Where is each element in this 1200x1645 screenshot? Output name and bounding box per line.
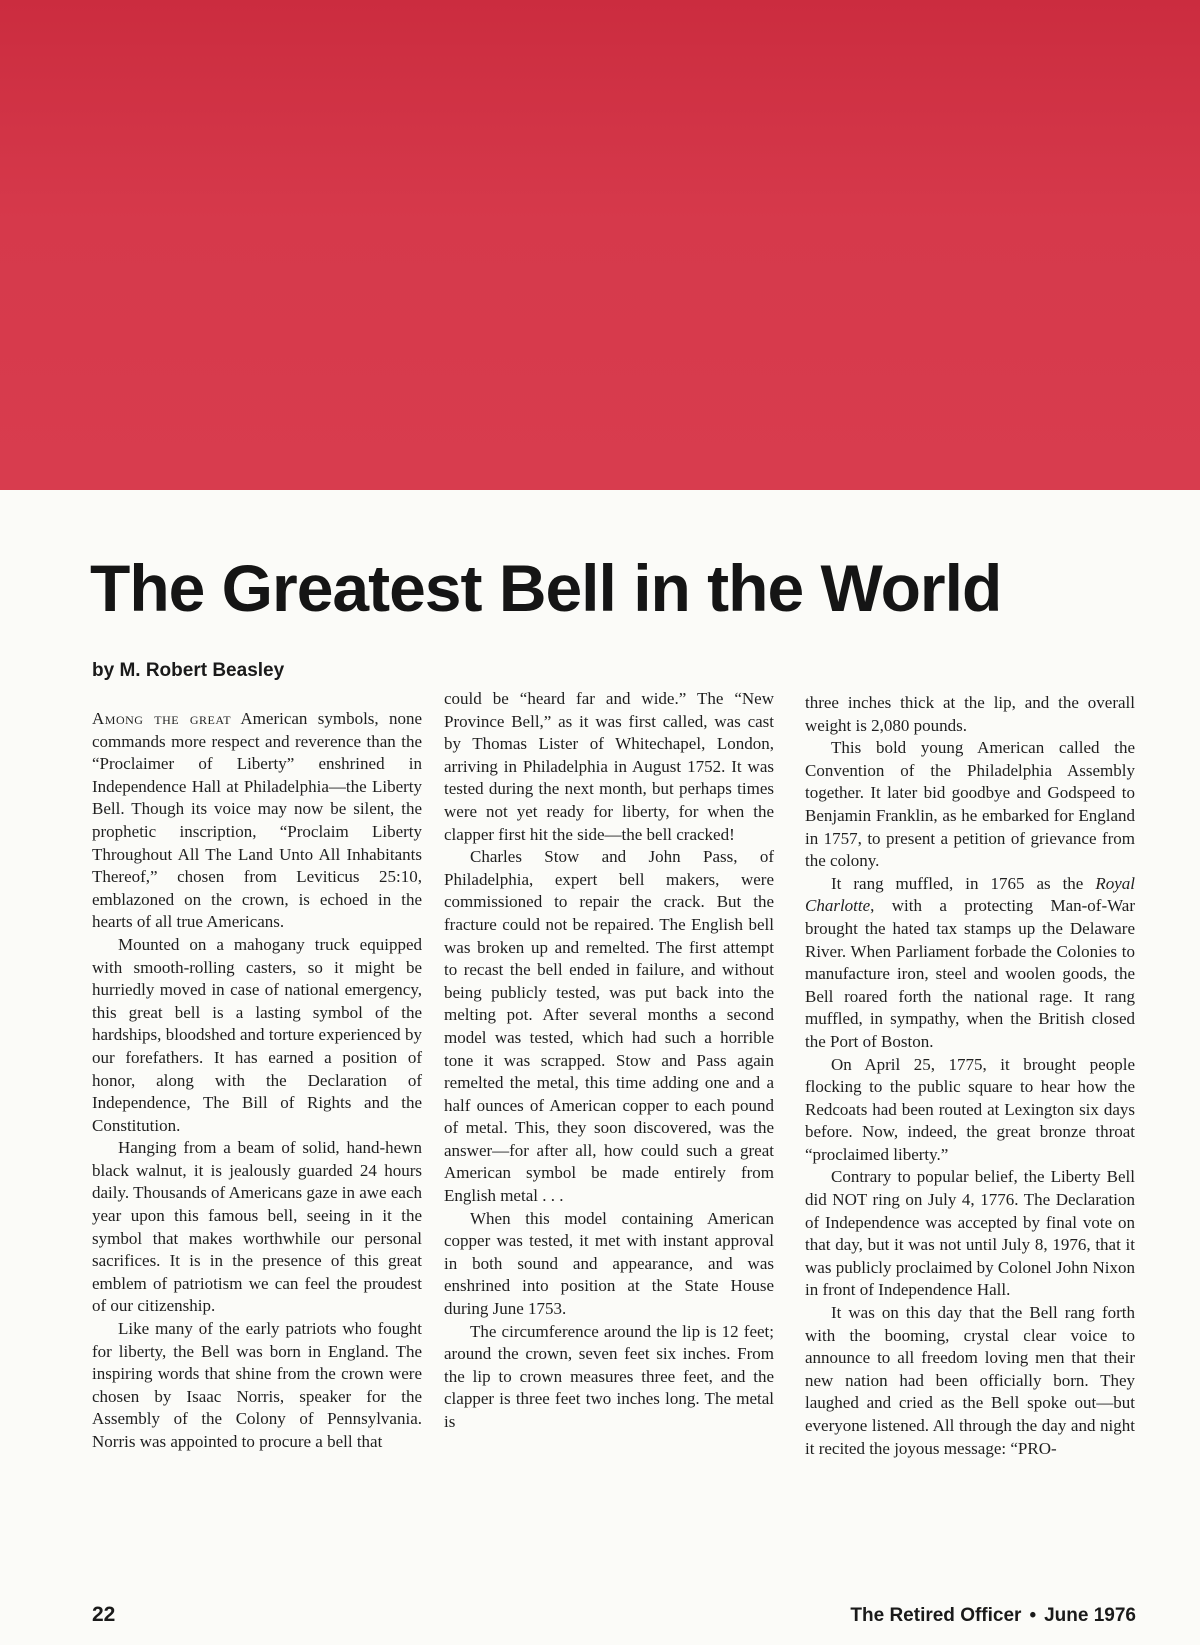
publication-footer xyxy=(850,1605,1136,1627)
lead-in: Among the great xyxy=(92,709,232,728)
article-title: The Greatest Bell in the World xyxy=(90,551,1002,625)
issue-date: June 1976 xyxy=(1044,1605,1136,1626)
paragraph-text: It rang muffled, in 1765 as the xyxy=(831,873,1096,893)
paragraph: The circumference around the lip is 12 feet; around the crown, seven feet six inches. From the lip to crown measures three feet, and the clapper is three feet two inches long. The metal is xyxy=(444,1321,774,1431)
paragraph: When this model containing American copper was tested, it met with instant approval in both sound and appearance, and was enshrined into position at the State House during June 1753. xyxy=(444,1208,774,1319)
red-banner xyxy=(0,0,1200,490)
paragraph: Charles Stow and John Pass, of Philadelphia, expert bell makers, were commissioned to repair the crack. But the fracture could not be repaired. The English bell was broken up and remelted. The first attempt to recast the bell ended in failure, and without being publicly tested, was put back into the melting pot. After several months a second model was tested, which had such a horrible tone it was scrapped. Stow and Pass again remelted the metal, this time adding one and a half ounces of American copper to each pound of metal. This, they soon discovered, was the answer—for after all, how could such a great American symbol be made entirely from English metal . . . xyxy=(444,847,774,1206)
paragraph: three inches thick at the lip, and the overall weight is 2,080 pounds. xyxy=(805,693,1135,735)
paragraph: Like many of the early patriots who fought for liberty, the Bell was born in England. The inspiring words that shine from the crown were chosen by Isaac Norris, speaker for the Assembly of the Colony of Pennsylvania. Norris was appointed to procure a bell that xyxy=(92,1319,422,1451)
byline: by M. Robert Beasley xyxy=(92,660,285,681)
paragraph-text: American symbols, none commands more respect and reverence than the “Proclaimer of Liberty” enshrined in Independence Hall at Philadelphia—the Liberty Bell. Though its voice may now be silent, the prophetic inscription, “Proclaim Liberty Throughout All The Land Unto All Inhabitants Thereof,” chosen from Leviticus 25:10, emblazoned on the crown, is echoed in the hearts of all true Americans. xyxy=(92,709,423,932)
publication-name: The Retired Officer xyxy=(850,1605,1022,1626)
page-number: 22 xyxy=(92,1603,116,1626)
column-2 xyxy=(444,688,774,1434)
paragraph xyxy=(92,708,422,934)
column-1 xyxy=(92,708,422,1454)
paragraph-text: , with a protecting Man-of-War brought the hated tax stamps up the Delaware River. When Parliament forbade the Colonies to manufacture iron, steel and woolen goods, the Bell roared forth the national rage. It rang muffled, in sympathy, when the British closed the Port of Boston. xyxy=(805,896,1135,1051)
column-3 xyxy=(805,692,1135,1460)
paragraph: On April 25, 1775, it brought people flocking to the public square to hear how the Redcoats had been routed at Lexington six days before. Now, indeed, the great bronze throat “proclaimed liberty.” xyxy=(805,1054,1135,1164)
separator-dot: • xyxy=(1029,1605,1037,1626)
paragraph: could be “heard far and wide.” The “New Province Bell,” as it was first called, was cast by Thomas Lister of Whitechapel, London, arriving in Philadelphia in August 1752. It was tested during the next month, but perhaps times were not yet ready for liberty, for when the clapper first hit the side—the bell cracked! xyxy=(444,689,774,844)
paragraph: Mounted on a mahogany truck equipped with smooth-rolling casters, so it might be hurriedly moved in case of national emergency, this great bell is a lasting symbol of the hardships, bloodshed and torture experienced by our forefathers. It has earned a position of honor, along with the Declaration of Independence, The Bill of Rights and the Constitution. xyxy=(92,934,422,1135)
paragraph: This bold young American called the Convention of the Philadelphia Assembly together. It later bid goodbye and Godspeed to Benjamin Franklin, as he embarked for England in 1757, to present a petition of grievance from the colony. xyxy=(805,738,1135,871)
paragraph: It was on this day that the Bell rang forth with the booming, crystal clear voice to announce to all freedom loving men that their new nation had been officially born. They laughed and cried as the Bell spoke out—but everyone listened. All through the day and night it recited the joyous message: “PRO- xyxy=(805,1303,1135,1458)
paragraph: Hanging from a beam of solid, hand-hewn black walnut, it is jealously guarded 24 hours daily. Thousands of Americans gaze in awe each year upon this famous bell, seeing in it the symbol that makes worthwhile our personal sacrifices. It is in the presence of this great emblem of patriotism we can feel the proudest of our citizenship. xyxy=(92,1138,422,1316)
paragraph: Contrary to popular belief, the Liberty Bell did NOT ring on July 4, 1776. The Declaration of Independence was accepted by final vote on that day, but it was not until July 8, 1976, that it was publicly proclaimed by Colonel John Nixon in front of Independence Hall. xyxy=(805,1167,1135,1300)
ship-name: Royal Charlotte xyxy=(805,873,1135,916)
paragraph xyxy=(805,873,1135,1054)
